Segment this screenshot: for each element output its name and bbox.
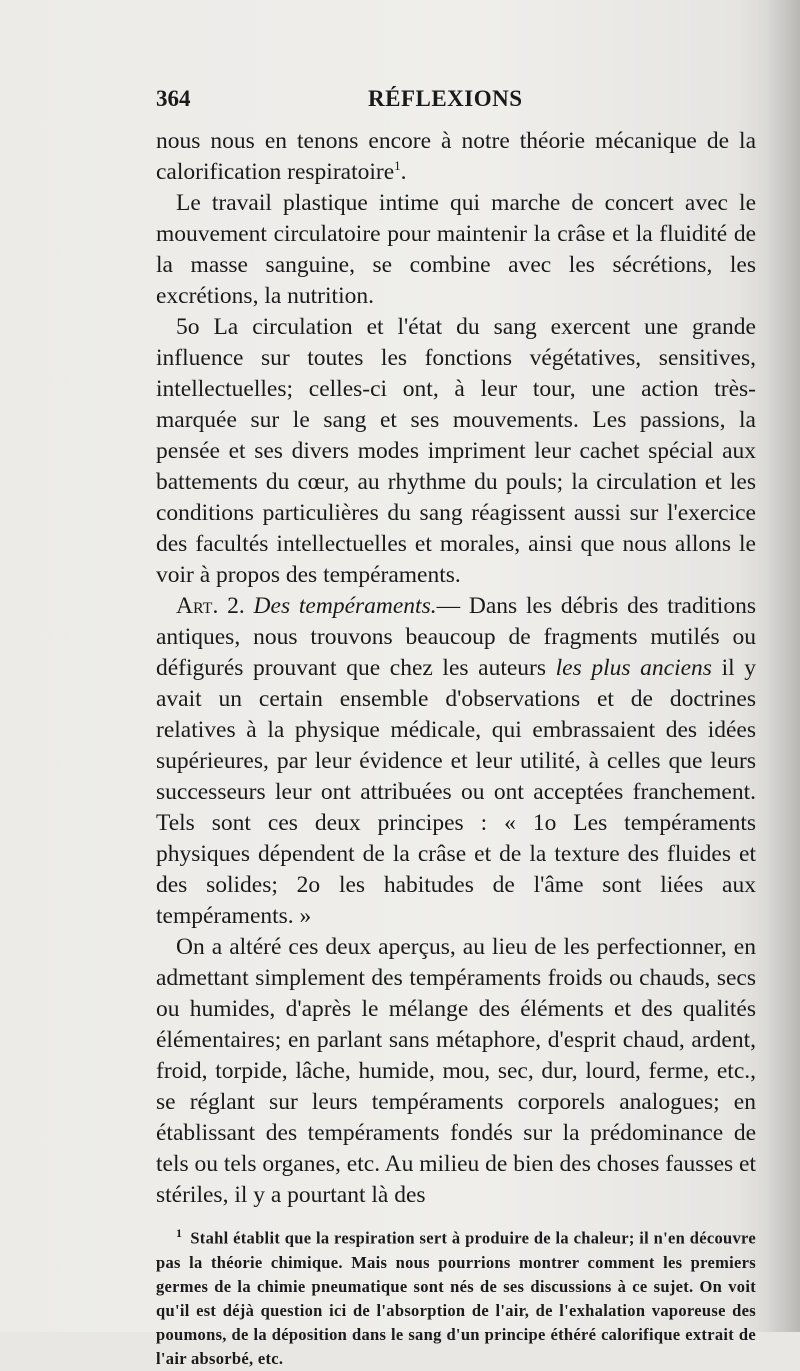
paragraph-continuation (156, 126, 756, 188)
paragraph: Le travail plastique intime qui marche de concert avec le mouvement circulatoire pour maintenir la crâse et la fluidité de la masse sanguine, se combine avec les sécrétions, les excrétions, la nutrition. (156, 190, 756, 309)
running-header (156, 86, 756, 126)
text-block (156, 86, 756, 1371)
page-number: 364 (156, 86, 191, 111)
paragraph-text: nous nous en tenons encore à notre théorie mécanique de la calorification respiratoire (156, 128, 756, 185)
paragraph-article-2 (156, 591, 756, 932)
footnote-reference: 1 (394, 158, 401, 174)
paragraph-tail: . (400, 159, 407, 185)
running-title: RÉFLEXIONS (368, 86, 523, 111)
article-text-part-1: — Dans les débris des traditions antiques, nous trouvons beaucoup de fragments mutilés ou défigurés prouvant que chez les auteurs (156, 593, 756, 681)
article-emphasis: les plus anciens (555, 655, 712, 681)
footnote (156, 1221, 756, 1371)
paragraph: On a altéré ces deux aperçus, au lieu de les perfectionner, en admettant simplement des tempéraments froids ou chauds, secs ou humides, d'après le mélange des éléments et des qualités élémentaires; en parlant sans métaphore, d'esprit chaud, ardent, froid, torpide, lâche, humide, mou, sec, dur, lourd, ferme, etc., se réglant sur leurs tempéraments corporels analogues; en établissant des tempéraments fondés sur la prédominance de tels ou tels organes, etc. Au milieu de bien des choses fausses et stériles, il y a pourtant là des (156, 934, 756, 1208)
article-text-part-2: il y avait un certain ensemble d'observations et de doctrines relatives à la physique médicale, qui embrassaient des idées supérieures, par leur évidence et leur utilité, à celles que leurs successeurs leur ont attribuées ou ont acceptées franchement. Tels sont ces deux principes : « 1o Les tempéraments physiques dépendent de la crâse et de la texture des fluides et des solides; 2o les habitudes de l'âme sont liées aux tempéraments. » (156, 655, 757, 929)
article-title: Des tempéraments. (253, 593, 437, 619)
paragraph-point-5: 5o La circulation et l'état du sang exercent une grande influence sur toutes les fonctions végétatives, sensitives, intellectuelles; celles-ci ont, à leur tour, une action très-marquée sur le sang et ses mouvements. Les passions, la pensée et ses divers modes impriment leur cachet spécial aux battements du cœur, au rhythme du pouls; la circulation et les conditions particulières du sang réagissent aussi sur l'exercice des facultés intellectuelles et morales, ainsi que nous allons le voir à propos des tempéraments. (156, 314, 756, 588)
footnote-marker: 1 (176, 1226, 183, 1240)
page-edge-shadow (766, 0, 800, 1332)
article-label: Art. 2. (176, 593, 245, 619)
body-text (156, 126, 756, 1211)
footnote-text: Stahl établit que la respiration sert à produire de la chaleur; il n'en découvre pas la théorie chimique. Mais nous pourrions montrer comment les premiers germes de la chimie pneumatique sont nés de ses discussions à ce sujet. On voit qu'il est déjà question ici de l'absorption de l'air, de l'exhalation vaporeuse des poumons, de la déposition dans le sang d'un principe éthéré calorifique extrait de l'air absorbé, etc. (156, 1228, 756, 1368)
